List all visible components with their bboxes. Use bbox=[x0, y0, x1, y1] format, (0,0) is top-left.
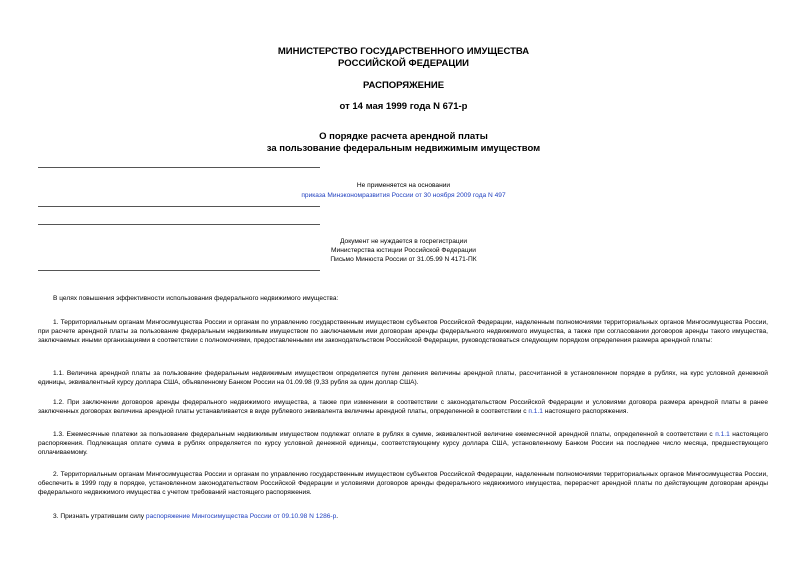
status-note-text: Не применяется на основании bbox=[356, 182, 451, 189]
paragraph-2: 2. Территориальным органам Мингосимущества России и органам по управлению государственным имуществом субъектов Российской Федерации, наделенным полномочиями территориальных органов Мингосимущества России, обеспечить в 1999 году в порядке, установленном законодательством Российской Федерации и условиями договоров аренды федерального недвижимого имущества, перерасчет арендной платы по действующим договорам аренды федерального недвижимого имущества с учетом требований настоящего распоряжения. bbox=[38, 471, 768, 497]
document-date-number: от 14 мая 1999 года N 671-р bbox=[339, 101, 468, 112]
status-note-link-line bbox=[0, 191, 807, 200]
clause-1-1-link[interactable]: п.1.1 bbox=[715, 431, 730, 438]
document-title-line1: О порядке расчета арендной платы bbox=[319, 131, 488, 142]
paragraph-3 bbox=[53, 512, 338, 521]
repealed-order-link[interactable]: распоряжение Мингосимущества России от 09.10.98 N 1286-р bbox=[145, 513, 337, 520]
paragraph-1-3 bbox=[38, 430, 768, 458]
document-type: РАСПОРЯЖЕНИЕ bbox=[362, 80, 445, 91]
divider bbox=[38, 206, 320, 207]
divider bbox=[38, 270, 320, 271]
paragraph-1-2-text-end: настоящего распоряжения. bbox=[542, 408, 629, 416]
clause-1-1-link[interactable]: п.1.1 bbox=[528, 408, 543, 416]
registration-note-line3: Письмо Минюста России от 31.05.99 N 4171-ПК bbox=[330, 256, 477, 263]
repeal-order-link[interactable]: приказа Минэкономразвития России от 30 ноября 2009 года N 497 bbox=[301, 192, 506, 199]
registration-note-line2: Министерства юстиции Российской Федерации bbox=[331, 247, 476, 254]
paragraph-1-1: 1.1. Величина арендной платы за пользование федеральным недвижимым имуществом определяется путем деления величины арендной платы, рассчитанной в установленном порядке в рублях, на курс условной денежной единицы, эквивалентный курсу доллара США, объявленному Банком России на 01.09.98 (9,33 рубля за один доллар США). bbox=[38, 370, 768, 387]
divider bbox=[38, 167, 320, 168]
divider bbox=[38, 224, 320, 225]
paragraph-1: 1. Территориальным органам Мингосимущества России и органам по управлению государственным имуществом субъектов Российской Федерации, наделенным полномочиями территориальных органов Мингосимущества России, при расчете арендной платы за пользование федеральным недвижимым имуществом по заключаемым ими договорам аренды федерального недвижимого имущества, а также при согласовании договоров аренды такого имущества, заключаемых иными организациями в соответствии с полномочиями, предоставленными им законодательством Российской Федерации, руководствоваться следующим порядком определения размера арендной платы: bbox=[38, 319, 768, 345]
intro-paragraph: В целях повышения эффективности использования федерального недвижимого имущества: bbox=[53, 295, 339, 302]
paragraph-1-3-text: 1.3. Ежемесячные платежи за пользование федеральным недвижимым имуществом подлежат оплате в рублях в сумме, эквивалентной величине ежемесячной арендной платы, определенной в соответствии с bbox=[53, 431, 716, 438]
ministry-name-line1: МИНИСТЕРСТВО ГОСУДАРСТВЕННОГО ИМУЩЕСТВА bbox=[277, 46, 530, 57]
ministry-name-line2: РОССИЙСКОЙ ФЕДЕРАЦИИ bbox=[337, 58, 469, 69]
paragraph-3-text: 3. Признать утратившим силу bbox=[53, 513, 146, 520]
paragraph-3-text-end: . bbox=[336, 513, 339, 520]
paragraph-1-2-text: 1.2. При заключении договоров аренды федерального недвижимого имущества, а также при изменении в соответствии с законодательством Российской Федерации и условиями договора размера арендной платы в ранее заключенных договорах величина арендной платы устанавливается в виде рублевого эквивалента величины арендной платы, определенной в соответствии с bbox=[38, 399, 768, 416]
registration-note-line1: Документ не нуждается в госрегистрации bbox=[339, 238, 468, 245]
document-title-line2: за пользование федеральным недвижимым имуществом bbox=[266, 143, 541, 154]
paragraph-1-2 bbox=[38, 398, 768, 416]
paragraph-1-3-text-end: настоящего распоряжения. Подлежащая оплате сумма в рублях определяется по курсу условной денежной единицы, соответствующему курсу доллара США, установленному Банком России на последнее число месяца, предшествующего оплачиваемому. bbox=[38, 431, 768, 457]
